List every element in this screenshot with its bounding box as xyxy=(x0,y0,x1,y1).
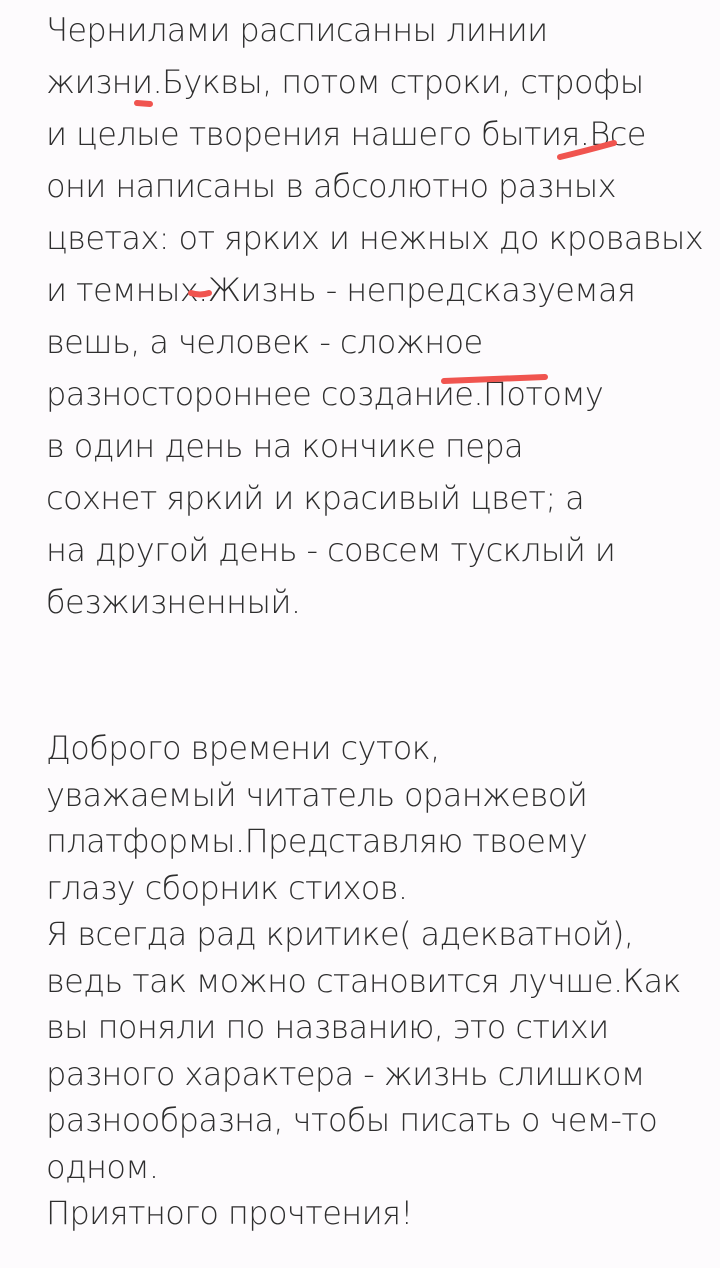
text-line: сохнет яркий и красивый цвет; а xyxy=(46,479,585,517)
text-line: ведь так можно становится лучше.Как xyxy=(46,961,681,1000)
text-line: безжизненный. xyxy=(46,583,301,621)
text-paragraph-1 xyxy=(46,8,706,632)
text-line: на другой день - совсем тусклый и xyxy=(46,531,616,569)
text-paragraph-2 xyxy=(46,726,706,1238)
text-line: разнообразна, чтобы писать о чем-то xyxy=(46,1101,658,1139)
text-line: Доброго времени суток, xyxy=(46,729,440,767)
text-line: уважаемый читатель оранжевой xyxy=(46,775,588,814)
text-line: в один день на кончике пера xyxy=(46,427,524,465)
text-line: вы поняли по названию, это стихи xyxy=(46,1008,609,1046)
text-line: цветах: от ярких и нежных до кровавых xyxy=(46,219,704,257)
text-line: Я всегда рад критике( адекватной), xyxy=(46,915,634,953)
text-line: одном. xyxy=(46,1147,159,1186)
text-line: разностороннее создание.Потому xyxy=(46,375,604,413)
text-line: глазу сборник стихов. xyxy=(46,868,408,907)
text-line: и целые творения нашего бытия.Все xyxy=(46,115,646,153)
text-line: вешь, а человек - сложное xyxy=(46,323,483,361)
text-line: платформы.Представляю твоему xyxy=(46,822,588,860)
text-line: Приятного прочтения! xyxy=(46,1194,413,1232)
text-line: и темных.Жизнь - непредсказуемая xyxy=(46,271,636,309)
text-line: они написаны в абсолютно разных xyxy=(46,167,616,205)
text-line: жизни.Буквы, потом строки, строфы xyxy=(46,63,644,101)
text-line: Чернилами расписанны линии xyxy=(46,11,548,49)
text-line: разного характера - жизнь слишком xyxy=(46,1054,645,1093)
